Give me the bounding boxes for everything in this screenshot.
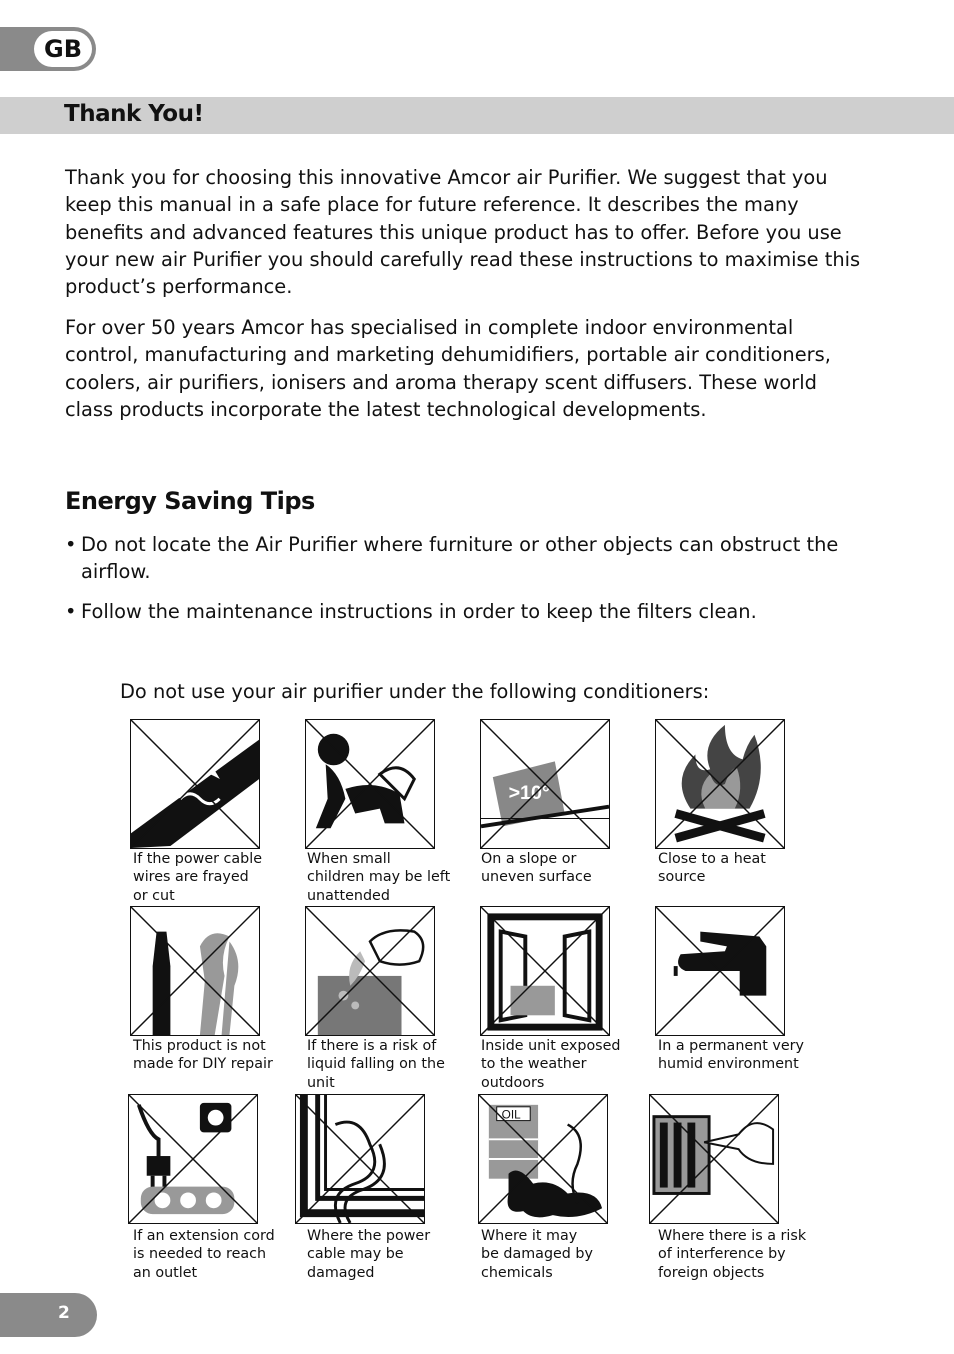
thank-you-paragraph-1: Thank you for choosing this innovative Amcor air Purifier. We suggest that you keep this manual in a safe place for future reference. It describes the many benefits and advanced features this unique product has to offer. Before you use your new air Purifier you should carefully read these instructions to maximise this product’s performance.: [65, 166, 861, 299]
chemicals-icon: [478, 1094, 608, 1224]
energy-tips-title: Energy Saving Tips: [65, 487, 315, 515]
child-icon: [305, 719, 435, 849]
thank-you-paragraph-2: For over 50 years Amcor has specialised in complete indoor environmental control, manufacturing and marketing dehumidifiers, portable air conditioners, coolers, air purifiers, ionisers and aroma therapy scent diffusers. These world class products incorporate the latest technological developments.: [65, 316, 831, 421]
cable-damage-icon: [295, 1094, 425, 1224]
thank-you-title: Thank You!: [64, 101, 204, 127]
tools-icon: [130, 906, 260, 1036]
condition-caption: Inside unit exposed to the weather outdoors: [481, 1038, 621, 1091]
window-icon: [480, 906, 610, 1036]
slope-icon: [480, 719, 610, 849]
condition-caption: Where it may be damaged by chemicals: [481, 1228, 593, 1281]
frayed-cable-icon: [130, 719, 260, 849]
foreign-objects-icon: [649, 1094, 779, 1224]
conditions-intro: Do not use your air purifier under the following conditioners:: [120, 680, 710, 703]
slope-label: >10°: [508, 781, 550, 804]
page-number: 2: [58, 1303, 70, 1323]
bullet-text: Do not locate the Air Purifier where furniture or other objects can obstruct the airflow.: [81, 533, 839, 583]
condition-caption: This product is not made for DIY repair: [133, 1038, 273, 1073]
condition-caption: If an extension cord is needed to reach an outlet: [133, 1228, 275, 1281]
liquid-icon: [305, 906, 435, 1036]
fire-icon: [655, 719, 785, 849]
condition-caption: Close to a heat source: [658, 851, 766, 886]
page-number-tab: [0, 1293, 97, 1337]
condition-caption: Where there is a risk of interference by foreign objects: [658, 1228, 807, 1281]
condition-caption: In a permanent very humid environment: [658, 1038, 804, 1073]
extension-cord-icon: [128, 1094, 258, 1224]
bullet-text: Follow the maintenance instructions in order to keep the filters clean.: [81, 600, 757, 623]
condition-caption: On a slope or uneven surface: [481, 851, 592, 886]
oil-label: OIL: [501, 1107, 521, 1122]
condition-caption: If there is a risk of liquid falling on the unit: [307, 1038, 445, 1091]
condition-caption: If the power cable wires are frayed or cut: [133, 851, 263, 904]
language-code: GB: [44, 35, 82, 63]
bullet-icon: •: [65, 600, 77, 623]
faucet-icon: [655, 906, 785, 1036]
condition-caption: Where the power cable may be damaged: [307, 1228, 431, 1281]
bullet-icon: •: [65, 533, 77, 556]
condition-caption: When small children may be left unattended: [307, 851, 451, 904]
